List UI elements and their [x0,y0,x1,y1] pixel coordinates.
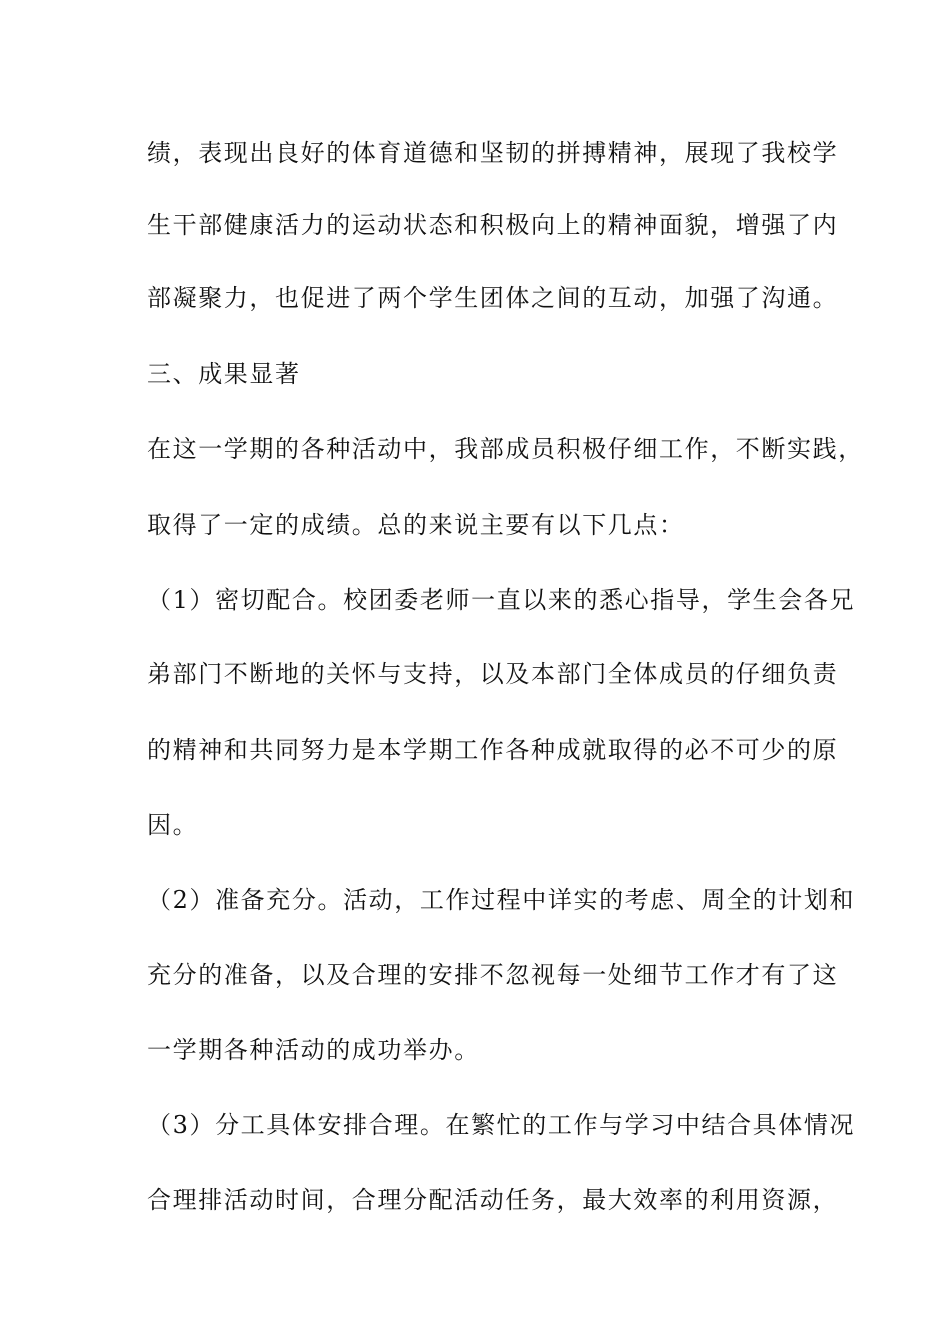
text-line: 在这一学期的各种活动中，我部成员积极仔细工作，不断实践， [147,435,864,463]
text-line: 生干部健康活力的运动状态和积极向上的精神面貌，增强了内 [147,211,839,239]
text-line: 一学期各种活动的成功举办。 [147,1036,480,1064]
text-line: （1）密切配合。校团委老师一直以来的悉心指导，学生会各兄 [147,586,856,614]
text-line: （3）分工具体安排合理。在繁忙的工作与学习中结合具体情况 [147,1111,856,1139]
text-line: 的精神和共同努力是本学期工作各种成就取得的必不可少的原 [147,736,839,764]
section-heading: 三、成果显著 [147,360,301,388]
text-line: 因。 [147,811,199,839]
text-line: 合理排活动时间，合理分配活动任务，最大效率的利用资源， [147,1186,839,1214]
text-line: 绩，表现出良好的体育道德和坚韧的拼搏精神，展现了我校学 [147,139,839,167]
text-line: 部凝聚力，也促进了两个学生团体之间的互动，加强了沟通。 [147,284,839,312]
text-line: （2）准备充分。活动，工作过程中详实的考虑、周全的计划和 [147,886,856,914]
text-line: 取得了一定的成绩。总的来说主要有以下几点： [147,511,685,539]
text-line: 弟部门不断地的关怀与支持，以及本部门全体成员的仔细负责 [147,660,839,688]
text-line: 充分的准备，以及合理的安排不忽视每一处细节工作才有了这 [147,961,839,989]
